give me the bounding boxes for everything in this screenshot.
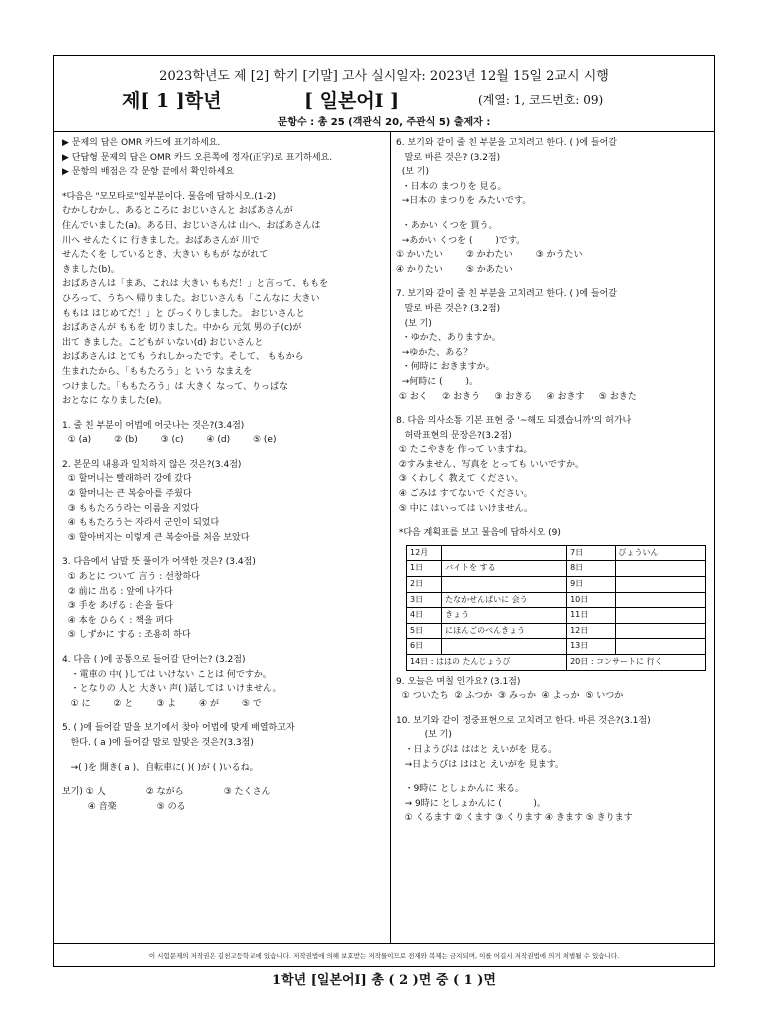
text-line: ① (a) ② (b) ③ (c) ④ (d) ⑤ (e) <box>62 435 277 446</box>
schedule-cell: 3日 <box>407 592 442 608</box>
text-line: ③ くわしく 教えて ください。 <box>396 474 524 485</box>
schedule-cell: きょう <box>442 608 567 624</box>
grade-label: 제[ 1 ]학년 <box>122 90 222 112</box>
text-line: つけました。「ももたろう」は 大きく なって、りっぱな <box>62 381 289 392</box>
text-line: *다음은 "모모타로"일부분이다. 물음에 답하시오.(1-2) <box>62 191 276 202</box>
schedule-cell <box>615 561 705 577</box>
right-bottom-questions <box>396 675 710 826</box>
text-line <box>396 277 710 287</box>
text-line: ・あかい くつを 買う。 <box>396 220 498 231</box>
text-line: 出て きました。こどもが いない(d) おじいさんと <box>62 337 264 348</box>
text-line: ① たこやきを 作って いますね。 <box>396 445 533 456</box>
schedule-cell: 14日 : ははの たんじょうび <box>407 655 567 671</box>
schedule-row <box>407 545 706 561</box>
text-line: 말로 바른 것은? (3.2점) <box>396 152 501 163</box>
schedule-cell: 11日 <box>567 608 615 624</box>
text-line <box>396 404 710 414</box>
schedule-cell: たなかせんぱいに 会う <box>442 592 567 608</box>
text-line: ・電車の 中( )しては いけない ことは 何ですか。 <box>62 669 272 680</box>
text-line <box>62 643 384 653</box>
text-line: 한다. ( a )에 들어갈 말로 알맞은 것은?(3.3점) <box>62 737 254 748</box>
text-line: ⑤ 中に はいっては いけません。 <box>396 503 534 514</box>
text-line: ④ 音楽 ⑤ のる <box>62 801 186 812</box>
text-line: ・何時に おきますか。 <box>396 362 495 373</box>
text-line: → 9時に としょかんに ( )。 <box>396 798 546 809</box>
text-line: 1. 줄 친 부분이 어법에 어긋나는 것은?(3.4점) <box>62 420 245 431</box>
text-line: ④ 本を ひらく : 책을 펴다 <box>62 615 173 626</box>
text-line: ① かいたい ② かわたい ③ かうたい <box>396 250 583 261</box>
schedule-cell: 5日 <box>407 623 442 639</box>
text-line: 8. 다음 의사소통 기본 표현 중 '~해도 되겠습니까'의 허가나 <box>396 416 632 427</box>
schedule-cell: 13日 <box>567 639 615 655</box>
schedule-cell <box>442 577 567 593</box>
text-line: ももは はじめてだ！」と びっくりしました。 おじいさんと <box>62 308 305 319</box>
text-line <box>396 209 710 219</box>
text-line: (보 기) <box>396 318 432 329</box>
schedule-row <box>407 655 706 671</box>
text-line: 3. 다음에서 납말 뜻 풀이가 어색한 것은? (3.4점) <box>62 557 256 568</box>
text-line <box>62 775 384 785</box>
text-line <box>396 516 710 526</box>
text-line: ③ ももたろう라는 이름을 지었다 <box>62 503 199 514</box>
text-line <box>62 711 384 721</box>
text-line: ・日ようびは ははと えいがを 見る。 <box>396 744 558 755</box>
text-line: ① に ② と ③ よ ④ が ⑤ で <box>62 698 262 709</box>
schedule-cell: 10日 <box>567 592 615 608</box>
text-line: ▶ 단답형 문제의 답은 OMR 카드 오른쪽에 정자(正字)로 표기하세요. <box>62 152 333 163</box>
right-top-questions <box>396 136 710 541</box>
text-line: 川へ せんたくに 行きました。おばあさんが 川で <box>62 235 260 246</box>
schedule-cell: 8日 <box>567 561 615 577</box>
text-line: ⑤ 할아버지는 이렇게 큰 복숭아를 처음 보았다 <box>62 532 250 543</box>
text-line: ・ゆかた、ありますか。 <box>396 333 501 344</box>
text-line: ▶ 문항의 배점은 각 문항 끝에서 확인하세요 <box>62 167 234 178</box>
text-line: ひろって、うちへ 帰りました。おじいさんも「こんなに 大きい <box>62 293 320 304</box>
text-line: 10. 보기와 같이 정중표현으로 고치려고 한다. 바른 것은?(3.1점) <box>396 715 651 726</box>
text-line: むかしむかし、あるところに おじいさんと おばあさんが <box>62 206 293 217</box>
schedule-cell <box>442 639 567 655</box>
text-line: おばあさんが ももを 切りました。中から 元気 男の子(c)が <box>62 323 302 334</box>
text-line <box>62 545 384 555</box>
text-line: 허락표현의 문장은?(3.2점) <box>396 430 512 441</box>
text-line: *다음 계획표를 보고 물음에 답하시오 (9) <box>396 528 561 539</box>
schedule-cell: 1日 <box>407 561 442 577</box>
schedule-cell: 12日 <box>567 623 615 639</box>
column-divider <box>390 131 391 943</box>
text-line: ④ ももたろう는 자라서 군인이 되었다 <box>62 518 220 529</box>
schedule-cell: びょういん <box>615 545 705 561</box>
schedule-cell: 2日 <box>407 577 442 593</box>
right-column <box>396 136 710 826</box>
schedule-cell <box>615 623 705 639</box>
text-line: ① ついたち ② ふつか ③ みっか ④ よっか ⑤ いつか <box>396 691 624 702</box>
text-line <box>62 751 384 761</box>
text-line <box>396 704 710 714</box>
text-line: ▶ 문제의 답은 OMR 카드에 표기하세요. <box>62 138 221 148</box>
schedule-table <box>406 545 706 671</box>
subject-label: [ 일본어I ] <box>304 90 400 112</box>
text-line: 2. 본문의 내용과 일치하지 않은 것은?(3.4점) <box>62 459 242 470</box>
schedule-row <box>407 577 706 593</box>
schedule-row <box>407 561 706 577</box>
text-line: ① おく ② おきう ③ おきる ④ おきす ⑤ おきた <box>396 391 637 402</box>
text-line: ・日本の まつりを 見る。 <box>396 181 507 192</box>
question-count: 문항수 : 총 25 (객관식 20, 주관식 5) 출제자 : <box>277 117 491 128</box>
text-line: (보 기) <box>396 730 452 741</box>
text-line: ① 할머니는 빨래하러 강에 갔다 <box>62 474 192 485</box>
text-line: ②すみません、写真を とっても いいですか。 <box>396 459 585 470</box>
schedule-cell <box>615 639 705 655</box>
text-line: ② 前に 出る : 앞에 나가다 <box>62 586 173 597</box>
schedule-row <box>407 592 706 608</box>
text-line: ④ かりたい ⑤ かあたい <box>396 264 513 275</box>
text-line: せんたくを しているとき、大きい ももが ながれて <box>62 250 269 261</box>
text-line: →あかい くつを ( )です。 <box>396 235 526 246</box>
schedule-cell: にほんごのべんきょう <box>442 623 567 639</box>
text-line: 4. 다음 ( )에 공통으로 들어갈 단어는? (3.2점) <box>62 655 246 665</box>
text-line: 5. ( )에 들어갈 말을 보기에서 찾아 어법에 맞게 배열하고자 <box>62 723 295 734</box>
exam-info-line: 2023학년도 제 [2] 학기 [기말] 고사 실시일자: 2023년 12월 15일 2교시 시행 <box>159 69 609 84</box>
code-label: (계열: 1, 코드번호: 09) <box>478 93 604 107</box>
schedule-row <box>407 608 706 624</box>
exam-sheet <box>53 55 715 967</box>
schedule-cell <box>442 545 567 561</box>
schedule-cell: 7日 <box>567 545 615 561</box>
schedule-cell: 4日 <box>407 608 442 624</box>
text-line: ④ ごみは すてないで ください。 <box>396 489 533 500</box>
text-line <box>62 180 384 190</box>
text-line: 住んでいました(a)。ある日、おじいさんは 山へ、おばあさんは <box>62 220 321 231</box>
copyright-notice: 이 시험문제의 저작권은 김천고등학교에 있습니다. 저작권법에 의해 보호받는 저작물이므로 전재와 복제는 금지되며, 이를 어길시 저작권법에 의거 처벌될 수 있습니다. <box>54 943 714 968</box>
schedule-cell <box>615 577 705 593</box>
schedule-cell: バイトを する <box>442 561 567 577</box>
schedule-cell: 12月 <box>407 545 442 561</box>
text-line <box>396 772 710 782</box>
schedule-cell <box>615 592 705 608</box>
text-line: →( )を 開き( a )、自転車に( )( )が ( )いるね。 <box>62 762 259 773</box>
text-line: 7. 보기와 같이 줄 친 부분을 고치려고 한다. ( )에 들어갈 <box>396 289 617 300</box>
schedule-cell: 6日 <box>407 639 442 655</box>
text-line: 9. 오늘은 며칠 인가요? (3.1점) <box>396 676 521 687</box>
text-line: →何時に ( )。 <box>396 376 479 387</box>
text-line: 말로 바른 것은? (3.2점) <box>396 303 501 314</box>
schedule-row <box>407 623 706 639</box>
schedule-cell: 20日 : コンサートに 行く <box>567 655 706 671</box>
text-line: ② 할머니는 큰 복숭아를 주웠다 <box>62 489 192 500</box>
text-line: →ゆかた、ある？ <box>396 347 473 358</box>
text-line: ・となりの 人と 大きい 声( )話しては いけません。 <box>62 684 282 695</box>
text-line: ⑤ しずかに する : 조용히 하다 <box>62 630 191 641</box>
text-line: (보 기) <box>396 167 429 178</box>
left-column <box>62 136 384 814</box>
text-line: ・9時に としょかんに 来る。 <box>396 784 525 795</box>
text-line: →日本の まつりを みたいです。 <box>396 196 532 207</box>
text-line: 6. 보기와 같이 줄 친 부분을 고치려고 한다. ( )에 들어갈 <box>396 138 617 148</box>
text-line <box>62 448 384 458</box>
text-line: おとなに なりました(e)。 <box>62 396 168 407</box>
text-line: ③ 手を あげる : 손을 들다 <box>62 601 173 612</box>
text-line: →日ようびは ははと えいがを 見ます。 <box>396 759 564 770</box>
text-line: 보기) ① 人 ② ながら ③ たくさん <box>62 787 271 798</box>
text-line: きました(b)。 <box>62 264 120 275</box>
text-line: ① くるます ② くます ③ くります ④ きます ⑤ きります <box>396 813 633 824</box>
page-footer: 1학년 [일본어I] 총 ( 2 )면 중 ( 1 )면 <box>272 973 496 988</box>
text-line: おばあさんは「まあ、これは 大きい ももだ！」と言って、ももを <box>62 279 329 290</box>
schedule-cell: 9日 <box>567 577 615 593</box>
schedule-row <box>407 639 706 655</box>
text-line: ① あとに ついて 言う : 선창하다 <box>62 572 200 583</box>
text-line: おばあさんは とても うれしかったです。そして、 ももから <box>62 352 304 363</box>
text-line <box>62 409 384 419</box>
exam-header <box>54 56 714 132</box>
schedule-cell <box>615 608 705 624</box>
text-line: 生まれたから、「ももたろう」と いう なまえを <box>62 366 253 377</box>
